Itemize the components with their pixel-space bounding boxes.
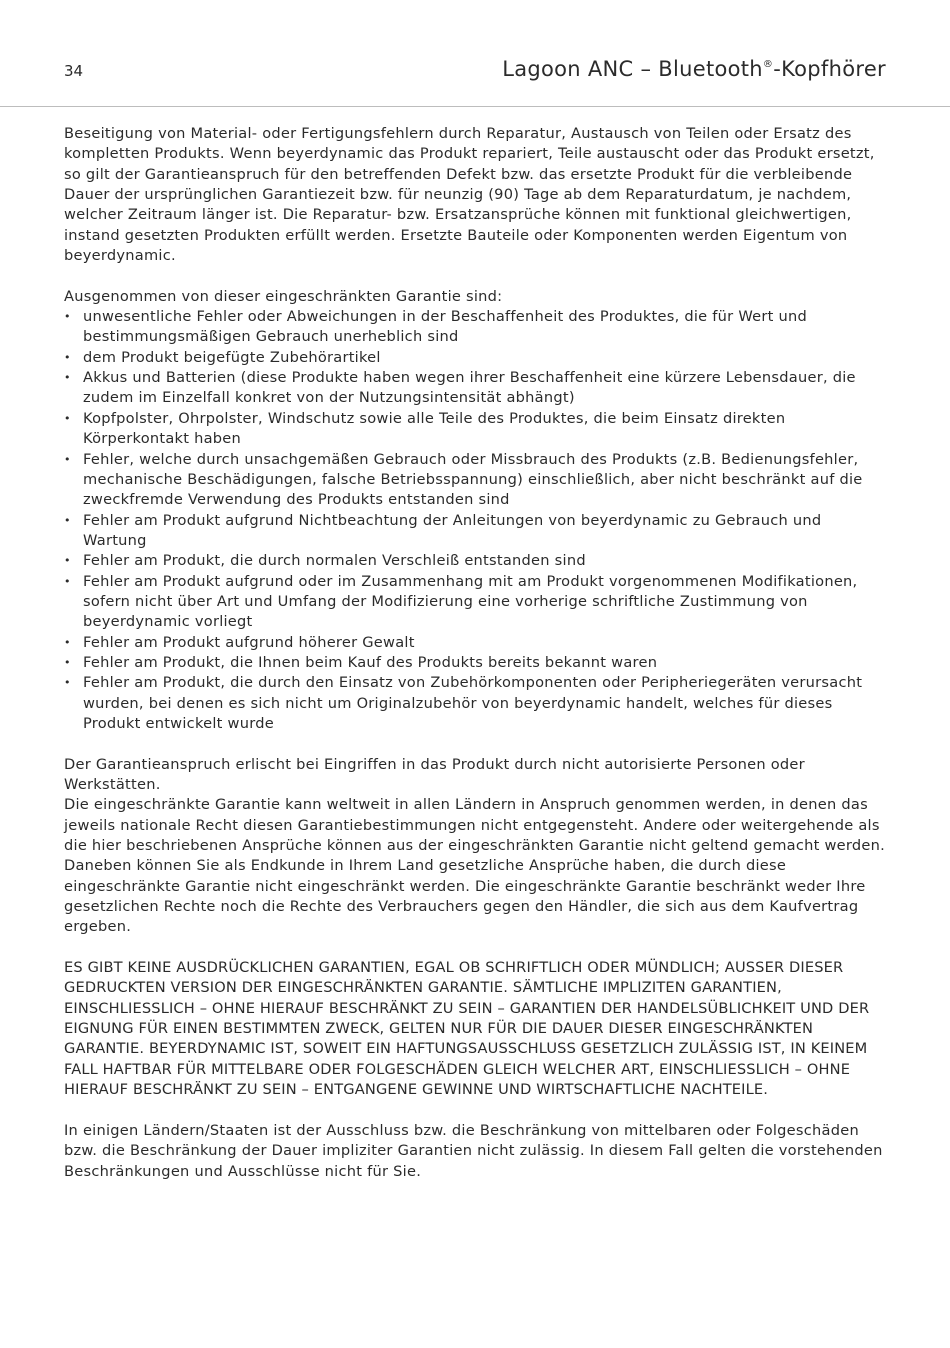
list-item: • Akkus und Batterien (diese Produkte haben wegen ihrer Beschaffenheit eine kürzere Lebensdauer, die zudem im Einzelfall konkret von der Nutzungsintensität abhängt) <box>64 368 886 409</box>
registered-mark: ® <box>762 59 774 70</box>
exclusions-intro: Ausgenommen von dieser eingeschränkten Garantie sind: <box>64 287 503 305</box>
list-item: • Fehler am Produkt, die durch normalen Verschleiß entstanden sind <box>64 551 886 571</box>
document-title-suffix: -Kopfhörer <box>773 57 886 81</box>
list-item: • Fehler am Produkt aufgrund höherer Gewalt <box>64 633 886 653</box>
list-item: • dem Produkt beigefügte Zubehörartikel <box>64 348 886 368</box>
paragraph-spacer <box>64 734 886 754</box>
paragraph-spacer <box>64 1101 886 1121</box>
page-header <box>0 0 950 107</box>
unauthorized-intervention-paragraph: Der Garantieanspruch erlischt bei Eingriffen in das Produkt durch nicht autorisierte Personen oder Werkstätten. <box>64 755 805 793</box>
worldwide-warranty-paragraph: Die eingeschränkte Garantie kann weltweit in allen Ländern in Anspruch genommen werden, in denen das jeweils nationale Recht diesen Garantiebestimmungen nicht entgegensteht. Andere oder weitergehende als die hier beschriebenen Ansprüche können aus der eingeschränkten Garantie nicht geltend gemacht werden. Daneben können Sie als Endkunde in Ihrem Land gesetzliche Ansprüche haben, die durch diese eingeschränkte Garantie nicht eingeschränkt werden. Die eingeschränkte Garantie beschränkt weder Ihre gesetzlichen Rechte noch die Rechte des Verbrauchers gegen den Händler, die sich aus dem Kaufvertrag ergeben. <box>64 796 886 936</box>
list-item: • unwesentliche Fehler oder Abweichungen in der Beschaffenheit des Produktes, die für Wert und bestimmungsmäßigen Gebrauch unerheblich sind <box>64 307 886 348</box>
list-item: • Fehler am Produkt, die durch den Einsatz von Zubehörkomponenten oder Peripheriegeräten verursacht wurden, bei denen es sich nicht um Originalzubehör von beyerdynamic handelt, welches für dieses Produkt entwickelt wurde <box>64 673 886 734</box>
paragraph-spacer <box>64 266 886 286</box>
disclaimer-paragraph: ES GIBT KEINE AUSDRÜCKLICHEN GARANTIEN, EGAL OB SCHRIFTLICH ODER MÜNDLICH; AUSSER DIESER GEDRUCKTEN VERSION DER EINGESCHRÄNKTEN GARANTIE. SÄMTLICHE IMPLIZITEN GARANTIEN, EINSCHLIESSLICH – OHNE HIERAUF BESCHRÄNKT ZU SEIN – GARANTIEN DER HANDELSÜBLICHKEIT UND DER EIGNUNG FÜR EINEN BESTIMMTEN ZWECK, GELTEN NUR FÜR DIE DAUER DIESER EINGESCHRÄNKTEN GARANTIE. BEYERDYNAMIC IST, SOWEIT EIN HAFTUNGSAUSSCHLUSS GESETZLICH ZULÄSSIG IST, IN KEINEM FALL HAFTBAR FÜR MITTELBARE ODER FOLGESCHÄDEN GLEICH WELCHER ART, EINSCHLIESSLICH – OHNE HIERAUF BESCHRÄNKT ZU SEIN – ENTGANGENE GEWINNE UND WIRTSCHAFTLICHE NACHTEILE. <box>64 959 870 1099</box>
paragraph-spacer <box>64 938 886 958</box>
warranty-repair-paragraph: Beseitigung von Material- oder Fertigungsfehlern durch Reparatur, Austausch von Teilen oder Ersatz des kompletten Produkts. Wenn beyerdynamic das Produkt repariert, Teile austauscht oder das Produkt ersetzt, so gilt der Garantieanspruch für den betreffenden Defekt bzw. das ersetzte Produkt für die verbleibende Dauer der ursprünglichen Garantiezeit bzw. für neunzig (90) Tage ab dem Reparaturdatum, je nachdem, welcher Zeitraum länger ist. Die Reparatur- bzw. Ersatzansprüche können mit funktional gleichwertigen, instand gesetzten Produkten erfüllt werden. Ersetzte Bauteile oder Komponenten werden Eigentum von beyerdynamic. <box>64 125 875 265</box>
page-number: 34 <box>64 62 84 80</box>
document-title-main: Lagoon ANC – Bluetooth <box>502 57 763 81</box>
list-item: • Fehler, welche durch unsachgemäßen Gebrauch oder Missbrauch des Produkts (z.B. Bedienungsfehler, mechanische Beschädigungen, falsche Betriebsspannung) einschließlich, aber nicht beschränkt auf die zweckfremde Verwendung des Produkts entstanden sind <box>64 450 886 511</box>
list-item: • Fehler am Produkt aufgrund oder im Zusammenhang mit am Produkt vorgenommenen Modifikationen, sofern nicht über Art und Umfang der Modifizierung eine vorherige schriftliche Zustimmung von beyerdynamic vorliegt <box>64 572 886 633</box>
exclusions-list <box>64 307 886 734</box>
list-item: • Fehler am Produkt aufgrund Nichtbeachtung der Anleitungen von beyerdynamic zu Gebrauch und Wartung <box>64 511 886 552</box>
document-title <box>502 55 886 83</box>
list-item: • Kopfpolster, Ohrpolster, Windschutz sowie alle Teile des Produktes, die beim Einsatz direkten Körperkontakt haben <box>64 409 886 450</box>
jurisdiction-note-paragraph: In einigen Ländern/Staaten ist der Ausschluss bzw. die Beschränkung von mittelbaren oder Folgeschäden bzw. die Beschränkung der Dauer impliziter Garantien nicht zulässig. In diesem Fall gelten die vorstehenden Beschränkungen und Ausschlüsse nicht für Sie. <box>64 1121 883 1180</box>
page-content <box>64 124 886 1182</box>
list-item: • Fehler am Produkt, die Ihnen beim Kauf des Produkts bereits bekannt waren <box>64 653 886 673</box>
